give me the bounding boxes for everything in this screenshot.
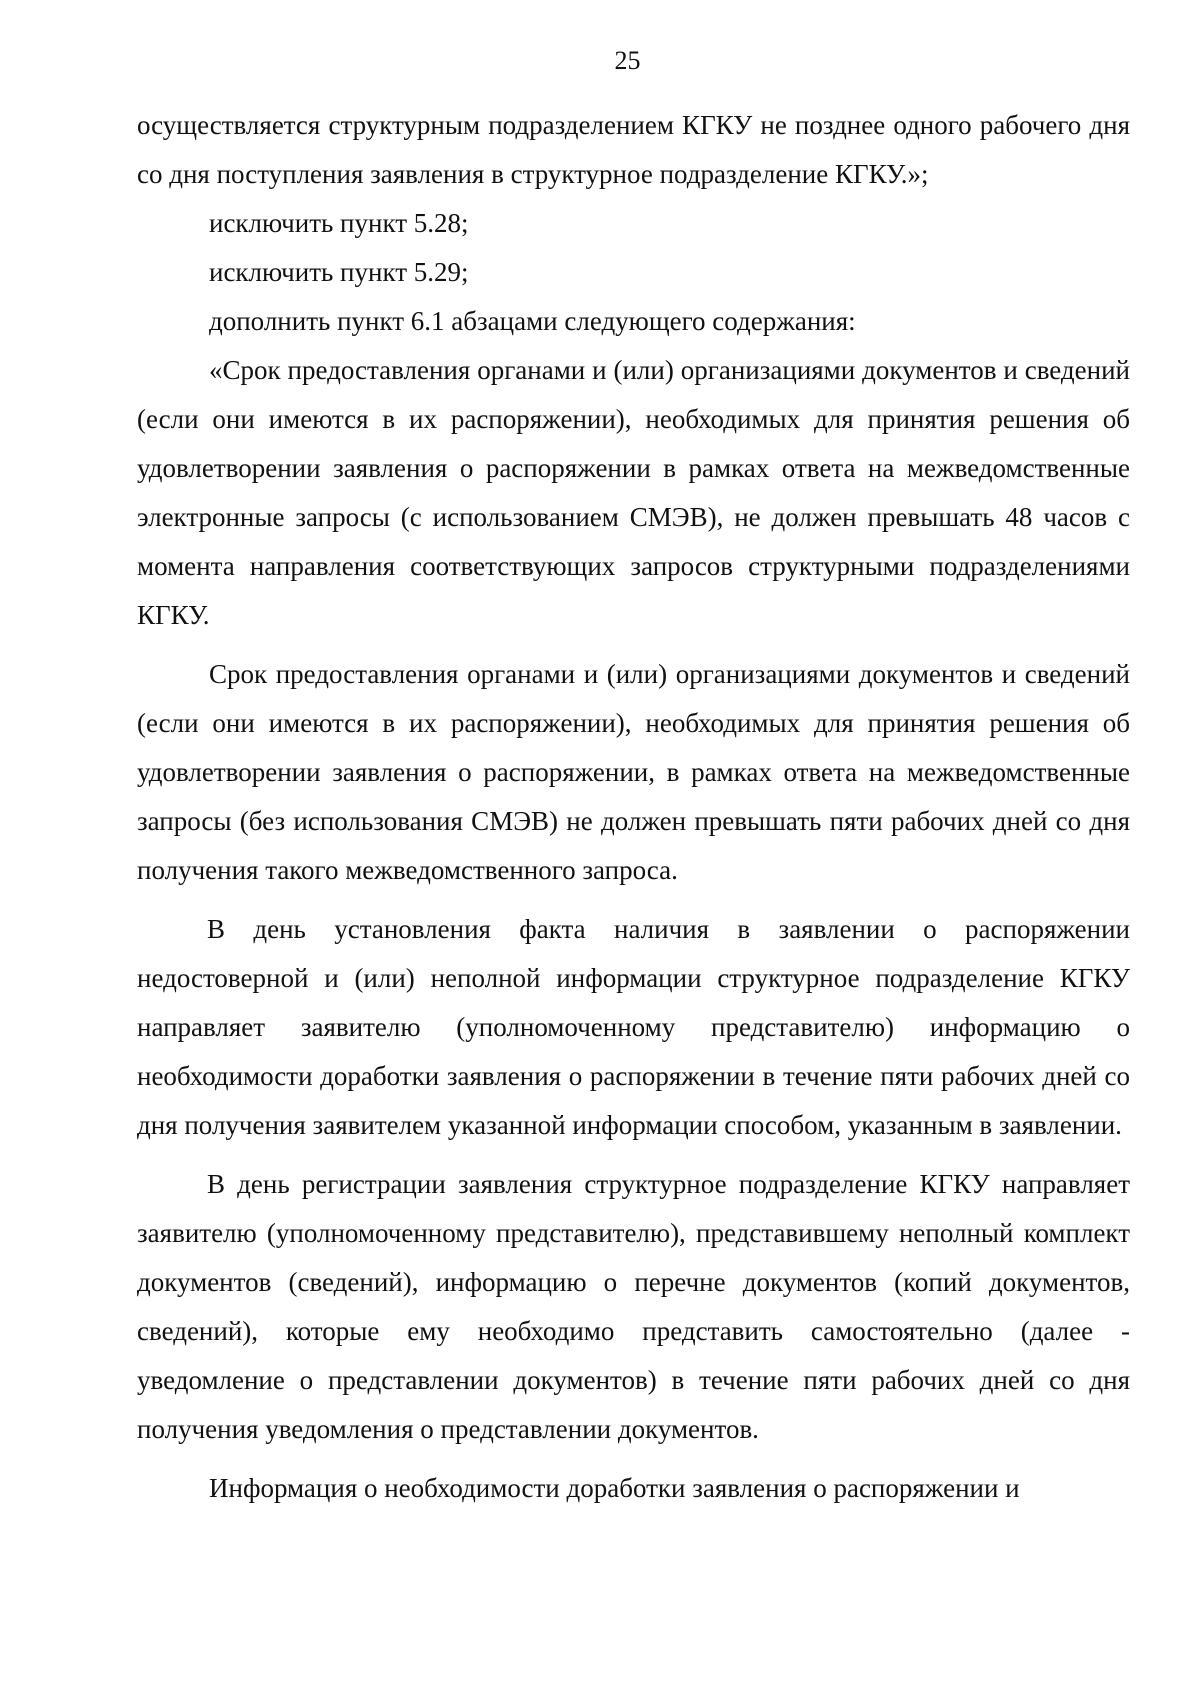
- document-body: [137, 101, 1130, 1513]
- paragraph-supplement-6-1: дополнить пункт 6.1 абзацами следующего содержания:: [209, 306, 856, 336]
- page-number: 25: [614, 46, 641, 75]
- paragraph-registration-day: В день регистрации заявления структурное подразделение КГКУ направляет заявителю (уполномоченному представителю), представившему неполный комплект документов (сведений), информацию о перечне документов (копий документов, сведений), которые ему необходимо представить самостоятельно (далее - уведомление о представлении документов) в течение пяти рабочих дней со дня получения уведомления о представлении документов.: [137, 1169, 1130, 1444]
- paragraph-info-rework: Информация о необходимости доработки заявления о распоряжении и: [209, 1473, 1020, 1503]
- paragraph-smev-deadline: «Срок предоставления органами и (или) организациями документов и сведений (если они имеются в их распоряжении), необходимых для принятия решения об удовлетворении заявления о распоряжении в рамках ответа на межведомственные электронные запросы (с использованием СМЭВ), не должен превышать 48 часов с момента направления соответствующих запросов структурными подразделениями КГКУ.: [137, 355, 1130, 630]
- paragraph-incomplete-info: В день установления факта наличия в заявлении о распоряжении недостоверной и (или) неполной информации структурное подразделение КГКУ направляет заявителю (уполномоченному представителю) информацию о необходимости доработки заявления о распоряжении в течение пяти рабочих дней со дня получения заявителем указанной информации способом, указанным в заявлении.: [137, 914, 1130, 1140]
- paragraph-exclude-5-29: исключить пункт 5.29;: [209, 257, 469, 287]
- paragraph-non-smev-deadline: Срок предоставления органами и (или) организациями документов и сведений (если они имеются в их распоряжении), необходимых для принятия решения об удовлетворении заявления о распоряжении, в рамках ответа на межведомственные запросы (без использования СМЭВ) не должен превышать пяти рабочих дней со дня получения такого межведомственного запроса.: [137, 659, 1130, 885]
- paragraph-continuation: осуществляется структурным подразделением КГКУ не позднее одного рабочего дня со дня поступления заявления в структурное подразделение КГКУ.»;: [137, 110, 1130, 189]
- paragraph-exclude-5-28: исключить пункт 5.28;: [209, 208, 469, 238]
